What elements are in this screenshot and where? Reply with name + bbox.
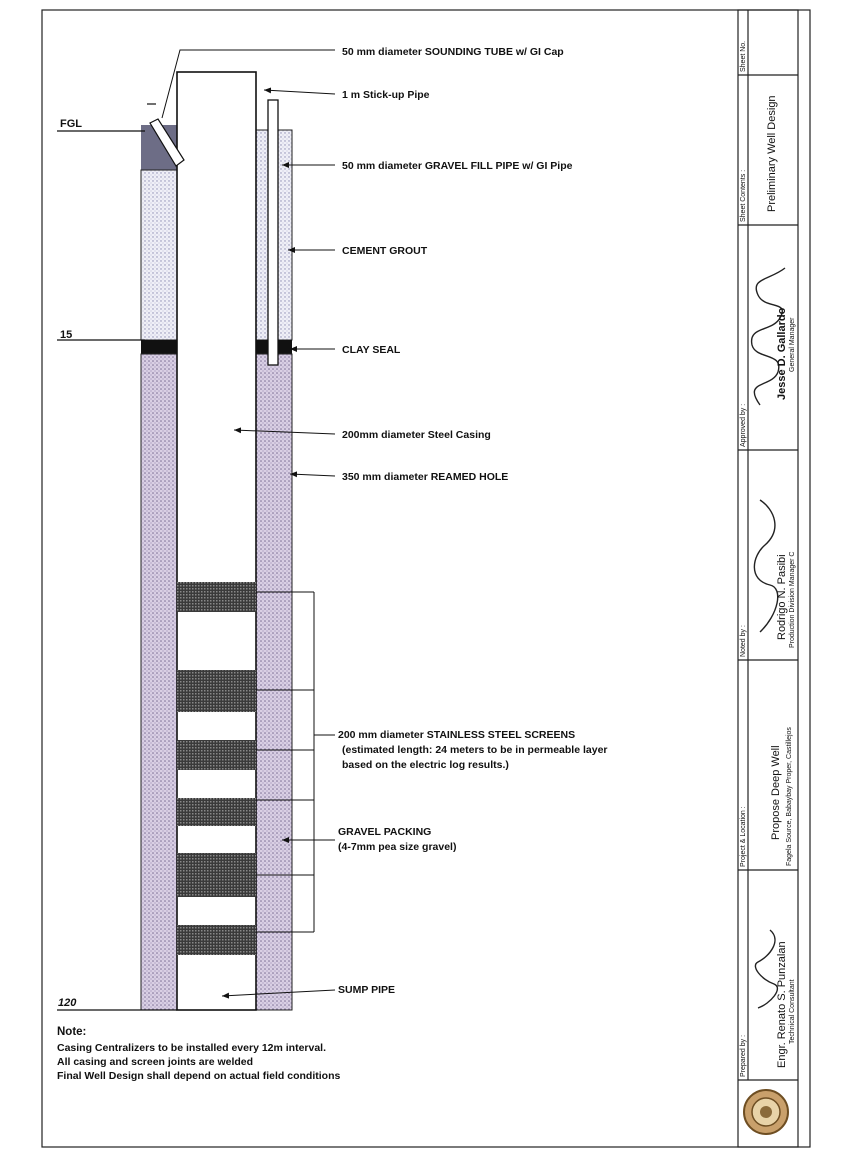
reamed-hole-label: 350 mm diameter REAMED HOLE (342, 471, 509, 483)
sheet-contents-value: Preliminary Well Design (766, 95, 778, 212)
sheet-contents-label: Sheet Contents : (740, 169, 747, 222)
cement-grout-label: CEMENT GROUT (342, 245, 428, 257)
preparer-name: Engr. Renato S. Punzalan (776, 941, 788, 1068)
screen-segment (177, 670, 256, 712)
preparer-signature (755, 930, 777, 1008)
office-seal (744, 1090, 788, 1134)
screen-segment (177, 798, 256, 826)
sheet-no-label: Sheet No. (740, 40, 747, 72)
reamed-hole-leader (290, 474, 335, 476)
preparer-title: Technical Consultant (789, 979, 796, 1044)
noted-by-label: Noted by : (740, 625, 747, 657)
note-line-1: Casing Centralizers to be installed every 12m interval. (57, 1042, 327, 1054)
screens-label-line1: 200 mm diameter STAINLESS STEEL SCREENS (338, 729, 576, 741)
noted-signature (754, 500, 777, 632)
gravel-packing-label-line1: GRAVEL PACKING (338, 826, 432, 838)
fgl-label: FGL (60, 118, 82, 130)
depth-120-label: 120 (58, 997, 77, 1009)
stickup-leader (264, 90, 335, 94)
steel-casing-label: 200mm diameter Steel Casing (342, 429, 491, 441)
screens-label-line2: (estimated length: 24 meters to be in permeable layer (342, 744, 608, 756)
screen-segment (177, 853, 256, 897)
project-name: Propose Deep Well (770, 745, 782, 840)
screen-segment (177, 582, 256, 612)
note-line-3: Final Well Design shall depend on actual field conditions (57, 1070, 341, 1082)
clay-seal-label: CLAY SEAL (342, 344, 401, 356)
approver-name: Jesse D. Gallardo (776, 307, 788, 400)
screen-segment (177, 925, 256, 955)
note-line-2: All casing and screen joints are welded (57, 1056, 254, 1068)
cement-grout-left (141, 170, 177, 340)
project-location: Fagela Source, Babaybay Proper, Castillejos (786, 727, 793, 866)
gravel-fill-pipe-label: 50 mm diameter GRAVEL FILL PIPE w/ GI Pipe (342, 160, 573, 172)
sump-pipe-label: SUMP PIPE (338, 984, 395, 996)
approved-by-label: Approved by : (740, 403, 747, 447)
sounding-tube-label: 50 mm diameter SOUNDING TUBE w/ GI Cap (342, 46, 564, 58)
gravel-pack-right (256, 354, 292, 1010)
approver-title: General Manager (789, 317, 796, 372)
gravel-fill-pipe (268, 100, 278, 365)
stickup-pipe-label: 1 m Stick-up Pipe (342, 89, 430, 101)
screen-segment (177, 740, 256, 770)
project-location-label: Project & Location : (740, 806, 747, 867)
screens-label-line3: based on the electric log results.) (342, 759, 509, 771)
prepared-by-label: Prepared by : (740, 1034, 747, 1077)
notes-heading: Note: (57, 1026, 87, 1038)
noted-title: Production Division Manager C (789, 551, 796, 648)
gravel-pack-left (141, 354, 177, 1010)
depth-15-label: 15 (60, 329, 73, 341)
noted-name: Rodrigo N. Pasibi (776, 554, 788, 640)
gravel-packing-label-line2: (4-7mm pea size gravel) (338, 841, 457, 853)
